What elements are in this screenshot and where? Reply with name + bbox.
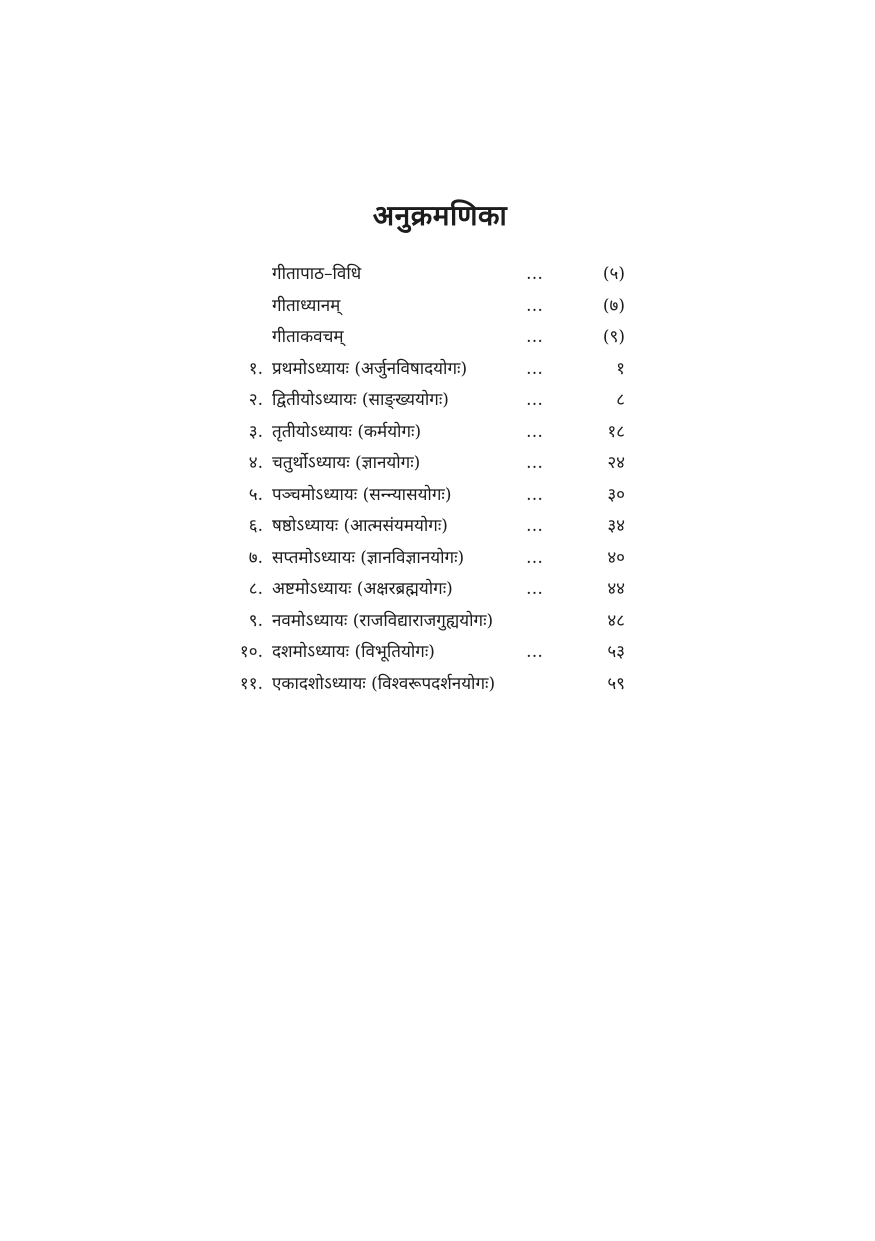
toc-row <box>0 543 875 575</box>
toc-row <box>0 417 875 449</box>
toc-label: गीताध्यानम् <box>272 295 341 316</box>
toc-number: ३. <box>248 421 263 442</box>
toc-row <box>0 606 875 638</box>
toc-leader: … <box>526 295 544 316</box>
toc-label: चतुर्थोऽध्यायः (ज्ञानयोगः) <box>272 453 421 473</box>
toc-row <box>0 385 875 417</box>
toc-row <box>0 511 875 543</box>
toc-leader: … <box>526 453 544 473</box>
toc-page-number: ८ <box>616 390 625 410</box>
toc-page-number: ४४ <box>607 579 625 599</box>
toc-page-number: ५३ <box>607 642 625 662</box>
toc-label: गीताकवचम् <box>272 327 344 347</box>
toc-page-number: (५) <box>602 264 625 284</box>
toc-label: पञ्चमोऽध्यायः (सन्न्यासयोगः) <box>272 484 452 505</box>
toc-number: ८. <box>248 579 263 599</box>
toc-leader: … <box>526 547 544 568</box>
toc-row <box>0 322 875 354</box>
toc-row <box>0 574 875 606</box>
toc-number: २. <box>248 390 263 410</box>
toc-leader: … <box>526 264 544 284</box>
page-title: अनुक्रमणिका <box>372 199 508 232</box>
toc-number: ११. <box>239 673 263 694</box>
toc-row <box>0 480 875 512</box>
toc-leader: … <box>526 421 544 442</box>
toc-label: प्रथमोऽध्यायः (अर्जुनविषादयोगः) <box>272 358 468 379</box>
toc-leader: … <box>526 358 544 379</box>
toc-number: ४. <box>248 453 263 473</box>
toc-page-number: (९) <box>602 327 625 347</box>
toc-row <box>0 637 875 669</box>
toc-row <box>0 354 875 386</box>
toc-number: ७. <box>248 547 263 568</box>
toc-label: द्वितीयोऽध्यायः (साङ्ख्ययोगः) <box>272 390 449 410</box>
toc-leader: … <box>526 484 544 505</box>
toc-label: अष्टमोऽध्यायः (अक्षरब्रह्मयोगः) <box>272 579 453 599</box>
toc-page-number: ४८ <box>607 610 625 631</box>
toc-page-number: (७) <box>602 295 625 316</box>
table-of-contents <box>0 259 875 700</box>
toc-page-number: ५९ <box>607 673 625 694</box>
toc-page-number: ३० <box>607 484 625 505</box>
toc-page-number: ४० <box>607 547 625 568</box>
toc-row <box>0 448 875 480</box>
toc-label: दशमोऽध्यायः (विभूतियोगः) <box>272 642 435 662</box>
toc-label: तृतीयोऽध्यायः (कर्मयोगः) <box>272 421 422 442</box>
toc-page-number: २४ <box>607 453 625 473</box>
toc-label: नवमोऽध्यायः (राजविद्याराजगुह्ययोगः) <box>272 610 494 631</box>
toc-page-number: १८ <box>607 421 625 442</box>
toc-number: ९. <box>248 610 263 631</box>
toc-number: ५. <box>248 484 263 505</box>
toc-row <box>0 291 875 323</box>
toc-label: गीतापाठ–विधि <box>272 264 362 284</box>
toc-number: ६. <box>248 516 263 536</box>
toc-leader: … <box>526 327 544 347</box>
toc-label: सप्तमोऽध्यायः (ज्ञानविज्ञानयोगः) <box>272 547 465 568</box>
toc-leader: … <box>526 642 544 662</box>
toc-leader: … <box>526 390 544 410</box>
toc-row <box>0 259 875 291</box>
toc-label: षष्ठोऽध्यायः (आत्मसंयमयोगः) <box>272 516 448 536</box>
toc-number: १०. <box>239 642 263 662</box>
toc-label: एकादशोऽध्यायः (विश्वरूपदर्शनयोगः) <box>272 673 496 694</box>
toc-number: १. <box>248 358 263 379</box>
toc-leader: … <box>526 516 544 536</box>
toc-leader: … <box>526 579 544 599</box>
toc-page-number: ३४ <box>607 516 625 536</box>
toc-row <box>0 669 875 701</box>
toc-page-number: १ <box>616 358 625 379</box>
